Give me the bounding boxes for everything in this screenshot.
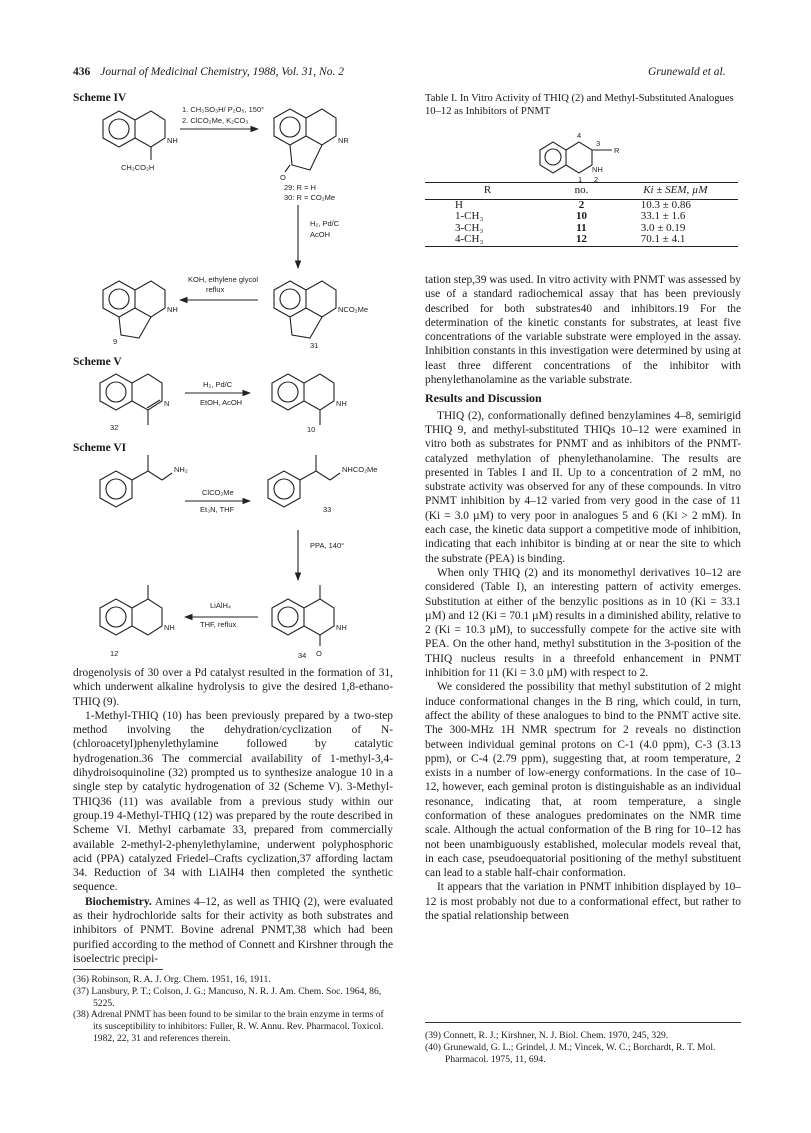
right-column (425, 273, 741, 923)
footnote: (36) Robinson, R. A. J. Org. Chem. 1951, 16, 1911. (73, 974, 271, 985)
table-title: Table I. In Vitro Activity of THIQ (2) and Methyl-Substituted Analogues 10–12 as Inhibitors of PNMT (425, 93, 734, 117)
paragraph: THIQ (2), conformationally defined benzylamines 4–8, semirigid THIQ 9, and methyl-substituted THIQs 10–12 were examined in vitro both as substrates for PNMT and as inhibitors of the PNMT-catalyzed methylation of phenylethanolamine. The results are presented in Tables I and II. Up to a concentration of 2 mM, no substrate activity was observed for any of these compounds. In vitro PNMT inhibition by 4–12 varied from very good in the case of 11 (Ki = 3.0 µM) to very poor in analogues 5 and 6 (Ki > 2 mM). In each case, the kinetic data support a competitive mode of inhibition, indicating that each inhibitor is binding at or near the site to which the substrate (PEA) is binding. (425, 409, 741, 565)
benzene-ring (274, 109, 306, 145)
footnote-rule (73, 969, 163, 970)
svg-text:NH: NH (336, 399, 347, 408)
scheme-iv-step1: 1. CH₃SO₃H/ P₂O₅, 150° (182, 105, 265, 114)
run-in-heading: Biochemistry. (85, 895, 152, 908)
svg-text:THF, reflux: THF, reflux (200, 620, 237, 629)
svg-text:33: 33 (323, 505, 332, 514)
paragraph: We considered the possibility that methyl substitution of 2 might induce conformational changes in the B ring, which could, in turn, affect the ability of these analogues to bind to the PNMT active site. The 300-MHz 1H NMR spectrum for 2 reveals no distinction between individual geminal protons on C-1 (4.0 ppm), C-3 (3.13 ppm), or C-4 (2.79 ppm), suggesting that, at room temperature, 2 exists in a number of low-energy conformations. In the case of 10–12, however, each geminal proton is distinguishable as an individual resonance, indicating that, at room temperature, a single conformation of these analogues predominates on the NMR time scale. Although the actual conformation of the B ring for 10–12 has not been unambiguously established, molecular models reveal that, in each case, pseudoequatorial positioning of the methyl substituent can lead to a stable half-chair conformation. (425, 681, 741, 880)
svg-text:34: 34 (298, 651, 307, 660)
svg-text:NR: NR (338, 136, 349, 145)
footnote: (37) Lansbury, P. T.; Colson, J. G.; Mancuso, N. R. J. Am. Chem. Soc. 1964, 86, 5225. (73, 985, 382, 1009)
table-row: 4-CH₃ 12 70.1 ± 4.1 (425, 234, 738, 246)
col-header: R (425, 183, 550, 200)
journal-citation: Journal of Medicinal Chemistry, 1988, Vol. 31, No. 2 (100, 66, 344, 78)
svg-text:NHCO₂Me: NHCO₂Me (342, 465, 378, 474)
svg-text:PPA, 140°: PPA, 140° (310, 541, 345, 550)
svg-text:4: 4 (577, 131, 582, 140)
footnote-rule (425, 1022, 741, 1023)
svg-text:H₂, Pd/C: H₂, Pd/C (203, 380, 233, 389)
svg-text:12: 12 (110, 649, 119, 658)
paragraph: 1-Methyl-THIQ (10) has been previously prepared by a two-step method involving the dehydration/cyclization of N-(chloroacetyl)phenylethylamine followed by catalytic hydrogenation.36 The commercial availability of 1-methyl-3,4-dihydroisoquinoline (32) prompted us to synthesize analogue 10 in a single step by catalytic hydrogenation of 32 (Scheme V). 3-Methyl-THIQ36 (11) was available from a previous study within our group.19 4-Methyl-THIQ (12) was prepared by the route described in Scheme VI. Methyl carbamate 33, prepared from commercially available 2-methyl-2-phenylethylamine, underwent polyphosphoric acid (PPA) catalyzed Friedel–Crafts cyclization,37 affording lactam 34. Reduction of 34 with LiAlH4 then completed the synthetic sequence. (73, 709, 393, 894)
running-authors: Grunewald et al. (648, 66, 726, 78)
svg-text:NH: NH (336, 623, 347, 632)
table-row: H 2 10.3 ± 0.86 (455, 198, 691, 211)
scheme-iv-step2: 2. ClCO₂Me, K₂CO₃ (182, 116, 249, 125)
svg-text:KOH, ethylene glycol: KOH, ethylene glycol (188, 275, 259, 284)
svg-text:NH₂: NH₂ (174, 465, 188, 474)
paragraph: Biochemistry. Amines 4–12, as well as THIQ (2), were evaluated as their hydrochloride salts for their activity as both substrates and inhibitors of PNMT. Bovine adrenal PNMT,38 which had been purified according to the method of Connett and Kirshner through the isoelectric precipi- (73, 895, 393, 965)
svg-text:ClCO₂Me: ClCO₂Me (202, 488, 234, 497)
svg-text:LiAlH₄: LiAlH₄ (210, 601, 231, 610)
svg-text:NCO₂Me: NCO₂Me (338, 305, 368, 314)
svg-text:1: 1 (578, 175, 583, 184)
paragraph: tation step,39 was used. In vitro activity with PNMT was assessed by use of a standard radiochemical assay that has been previously described for both substrates40 and inhibitors.19 For the determination of the kinetic constants for substrates, at least five concentrations of the variable substrate were employed in the assay. Inhibition constants in this investigation were determined by using at least three different concentrations of the inhibitor with phenylethanolamine as the variable substrate. (425, 274, 741, 387)
section-heading: Results and Discussion (425, 391, 542, 406)
svg-text:3: 3 (596, 139, 601, 148)
svg-text:32: 32 (110, 423, 119, 432)
svg-text:30: R = CO₂Me: 30: R = CO₂Me (284, 193, 336, 202)
svg-text:9: 9 (113, 337, 118, 346)
page-number: 436 (73, 66, 91, 78)
scheme-v-title: Scheme V (73, 356, 122, 368)
footnotes-left (73, 974, 393, 1045)
svg-text:10: 10 (307, 425, 316, 434)
svg-text:CH₂CO₂H: CH₂CO₂H (121, 163, 155, 172)
paragraph: drogenolysis of 30 over a Pd catalyst resulted in the formation of 31, which underwent alkaline hydrolysis to give the desired 1,8-ethano-THIQ (9). (73, 667, 393, 708)
table-row: 1-CH₃ 10 33.1 ± 1.6 (455, 210, 686, 222)
aromatic-circle (109, 119, 129, 139)
footnote: (39) Connett, R. J.; Kirshner, N. J. Biol. Chem. 1970, 245, 329. (425, 1030, 669, 1041)
footnote: (38) Adrenal PNMT has been found to be similar to the brain enzyme in terms of its susceptibility to inhibitors: Fuller, R. W. Annu. Rev. Pharmacol. Toxicol. 1982, 22, 31 and references therein. (73, 1009, 384, 1044)
svg-text:O: O (316, 649, 322, 658)
svg-text:2: 2 (594, 175, 599, 184)
table-i (425, 182, 738, 247)
scheme-vi-title: Scheme VI (73, 442, 127, 454)
footnote: (40) Grunewald, G. L.; Grindel, J. M.; Vincek, W. C.; Borchardt, R. T. Mol. Pharmacol. 1975, 11, 694. (425, 1041, 716, 1065)
left-column (73, 666, 393, 966)
svg-text:H₂, Pd/C: H₂, Pd/C (310, 219, 340, 228)
scheme-iv-title: Scheme IV (73, 92, 127, 104)
benzene-ring (103, 111, 135, 147)
thiq-structure (540, 142, 566, 173)
svg-text:NH: NH (164, 623, 175, 632)
svg-text:reflux: reflux (206, 285, 225, 294)
ring-b (135, 111, 165, 147)
svg-text:Et₃N, THF: Et₃N, THF (200, 505, 235, 514)
svg-text:NH: NH (592, 165, 603, 174)
col-header: no. (550, 183, 613, 200)
svg-text:29: R = H: 29: R = H (284, 183, 316, 192)
svg-text:31: 31 (310, 341, 319, 350)
paragraph: It appears that the variation in PNMT inhibition displayed by 10–12 is most probably not due to a conformational effect, but rather to the spatial relationship between (425, 881, 741, 923)
table-row: 3-CH₃ 11 3.0 ± 0.19 (455, 221, 686, 234)
svg-text:EtOH, AcOH: EtOH, AcOH (200, 398, 243, 407)
svg-text:NH: NH (167, 305, 178, 314)
paragraph: When only THIQ (2) and its monomethyl derivatives 10–12 are considered (Table I), an interesting pattern of activity emerges. Substitution at either of the benzylic positions as in 10 (Ki = 33.1 µM) and 12 (Ki = 70.1 µM) results in a diminished ability, relative to 2 (Ki = 10.3 µM), to successfully compete for the active site with PEA. On the other hand, methyl substitution in the 3-position of the THIQ nucleus results in a threefold enhancement in PNMT inhibition for 11 (Ki = 3.0 µM) with respect to 2. (425, 566, 741, 680)
svg-text:R: R (614, 146, 620, 155)
svg-text:O: O (280, 173, 286, 182)
svg-text:AcOH: AcOH (310, 230, 331, 239)
svg-text:NH: NH (167, 136, 178, 145)
col-header: Ki ± SEM, µM (613, 183, 738, 200)
svg-text:N: N (164, 399, 170, 408)
footnotes-right (425, 1030, 741, 1065)
